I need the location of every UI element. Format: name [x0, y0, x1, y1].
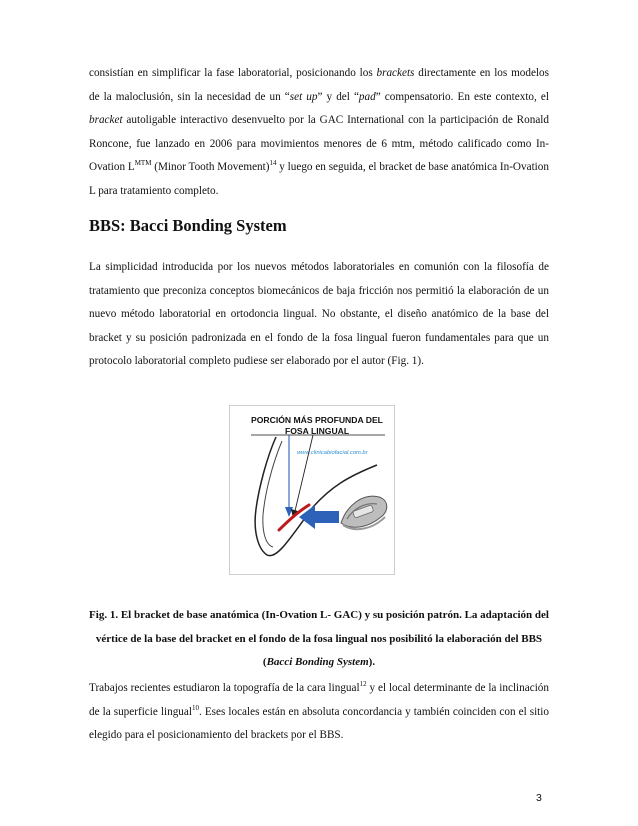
- text-span: Trabajos recientes estudiaron la topografía de la cara lingual: [89, 682, 360, 694]
- section-heading: BBS: Bacci Bonding System: [89, 216, 287, 235]
- paragraph-recent-studies: [89, 677, 549, 748]
- paragraph-bbs-description: La simplicidad introducida por los nuevos métodos laboratoriales en comunión con la filosofía de tratamiento que preconiza conceptos biomecánicos de baja fricción nos permitió la elaboración de un nuevo método laboratorial en ortodoncia lingual. No obstante, el diseño anatómico de la base del bracket y su posición padronizada en el fondo de la fosa lingual fueron fundamentales para que un protocolo laboratorial completo pudiese ser elaborado por el autor (Fig. 1).: [89, 261, 549, 367]
- citation-superscript: 10: [191, 703, 199, 712]
- text-span: y luego en seguida, el bracket de base anatómica In-Ovation L para tratamiento completo.: [89, 161, 549, 197]
- italic-term: bracket: [89, 114, 123, 126]
- text-span: y el local determinante de la inclinación de la superficie lingual: [89, 682, 549, 718]
- page-number: 3: [536, 792, 542, 804]
- figure-label-line1: PORCIÓN MÁS PROFUNDA DEL: [251, 415, 383, 425]
- text-span: directamente en los modelos de la maloclusión, sin la necesidad de un “: [89, 67, 549, 103]
- citation-superscript: 14: [269, 159, 277, 167]
- text-span: (Minor Tooth Movement): [151, 161, 270, 173]
- citation-superscript: 12: [359, 680, 367, 688]
- figure-label-line2: FOSA LINGUAL: [285, 426, 350, 436]
- caption-italic-term: Bacci Bonding System: [266, 656, 369, 668]
- italic-term: brackets: [376, 67, 415, 79]
- text-span: . Eses locales están en absoluta concordancia y también coinciden con el sitio elegido para el posicionamiento del brackets por el BBS.: [89, 705, 549, 741]
- superscript: MTM: [134, 159, 152, 167]
- paragraph-brackets-intro: [89, 62, 549, 203]
- figure-caption: [89, 604, 549, 675]
- italic-term: pad: [358, 90, 376, 103]
- watermark-url: www.clinicabiofacial.com.br: [297, 450, 368, 456]
- text-span: ” compensatorio. En este contexto, el: [375, 90, 549, 103]
- caption-text: Fig. 1. El bracket de base anatómica (In-Ovation L- GAC) y su posición patrón. La adaptación del vértice de la base del bracket en el fondo de la fosa lingual nos posibilitó la elaboración del BBS (: [89, 609, 549, 668]
- text-span: autoligable interactivo desenvuelto por la GAC International con la participación de Ronald Roncone, fue lanzado en 2006 para movimientos menores de 6 mtm, método calificado como In-Ovation L: [89, 114, 549, 173]
- caption-text-end: ).: [368, 656, 376, 668]
- text-span: consistían en simplificar la fase laboratorial, posicionando los: [89, 67, 377, 79]
- italic-term: set up: [289, 90, 318, 103]
- text-span: ” y del “: [317, 90, 359, 103]
- figure-bracket-diagram: [229, 405, 395, 575]
